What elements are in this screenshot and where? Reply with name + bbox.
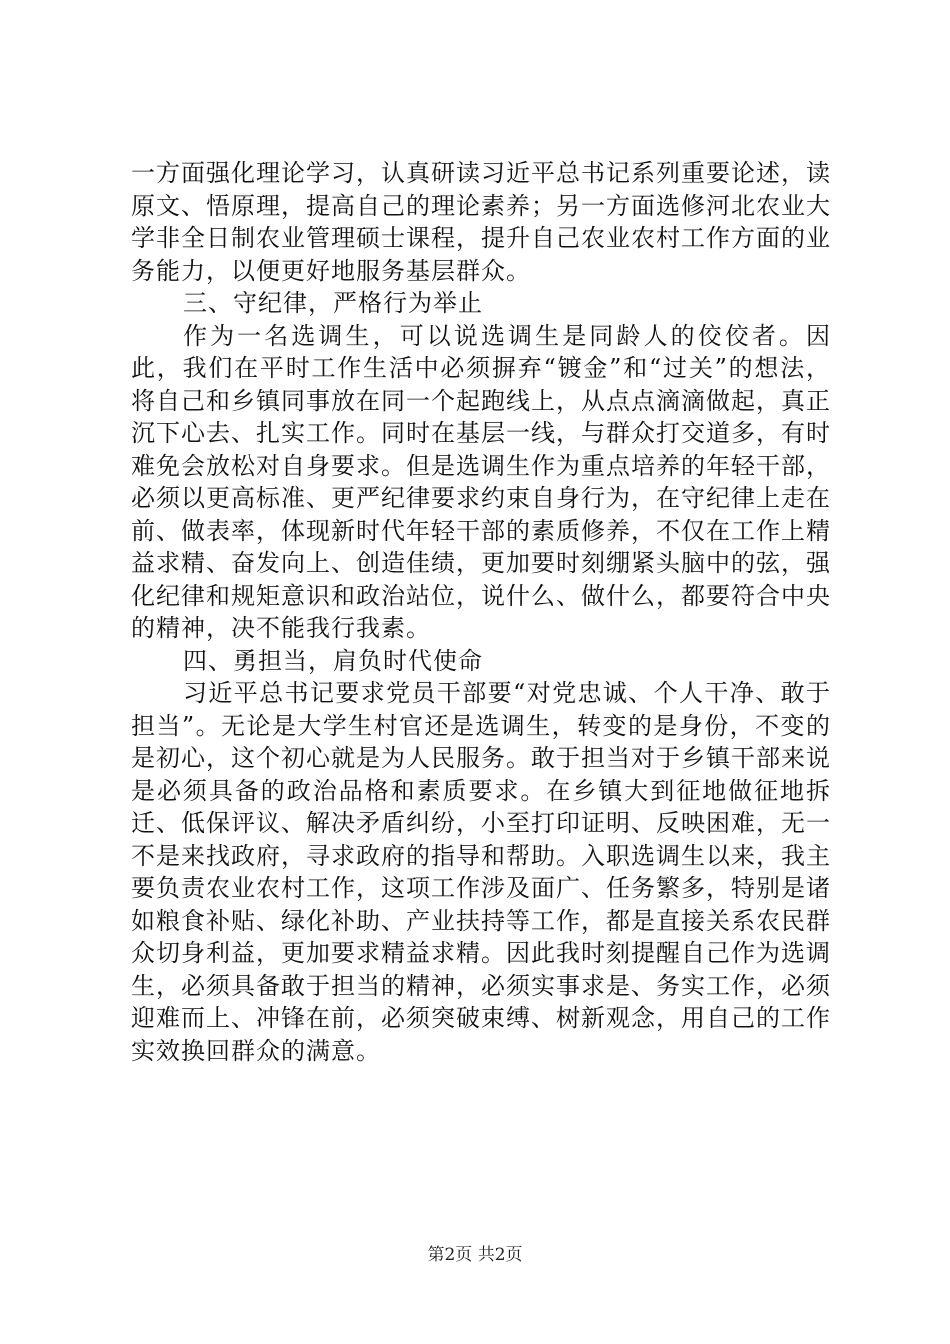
paragraph-continuation: 一方面强化理论学习，认真研读习近平总书记系列重要论述，读原文、悟原理，提高自己的理论素养；另一方面选修河北农业大学非全日制农业管理硕士课程，提升自己农业农村工作方面的业务能力，以便更好地服务基层群众。: [131, 159, 831, 285]
page-number-footer: 第2页 共2页: [427, 1245, 523, 1265]
paragraph-responsibility: 习近平总书记要求党员干部要“对党忠诚、个人干净、敢于担当”。无论是大学生村官还是选调生，转变的是身份，不变的是初心，这个初心就是为人民服务。敢于担当对于乡镇干部来说是必须具备的政治品格和素质要求。在乡镇大到征地做征地拆迁、低保评议、解决矛盾纠纷，小至打印证明、反映困难，无一不是来找政府，寻求政府的指导和帮助。入职选调生以来，我主要负责农业农村工作，这项工作涉及面广、任务繁多，特别是诸如粮食补贴、绿化补助、产业扶持等工作，都是直接关系农民群众切身利益，更加要求精益求精。因此我时刻提醒自己作为选调生，必须具备敢于担当的精神，必须实事求是、务实工作，必须迎难而上、冲锋在前，必须突破束缚、树新观念，用自己的工作实效换回群众的满意。: [131, 679, 831, 1065]
section-heading-discipline: 三、守纪律，严格行为举止: [183, 289, 483, 317]
section-heading-responsibility: 四、勇担当，肩负时代使命: [183, 646, 483, 675]
paragraph-discipline: 作为一名选调生，可以说选调生是同龄人的佼佼者。因此，我们在平时工作生活中必须摒弃“镀金”和“过关”的想法，将自己和乡镇同事放在同一个起跑线上，从点点滴滴做起，真正沉下心去、扎实工作。同时在基层一线，与群众打交道多，有时难免会放松对自身要求。但是选调生作为重点培养的年轻干部，必须以更高标准、更严纪律要求约束自身行为，在守纪律上走在前、做表率，体现新时代年轻干部的素质修养，不仅在工作上精益求精、奋发向上、创造佳绩，更加要时刻绷紧头脑中的弦，强化纪律和规矩意识和政治站位，说什么、做什么，都要符合中央的精神，决不能我行我素。: [131, 321, 831, 642]
document-body: [131, 157, 831, 1067]
